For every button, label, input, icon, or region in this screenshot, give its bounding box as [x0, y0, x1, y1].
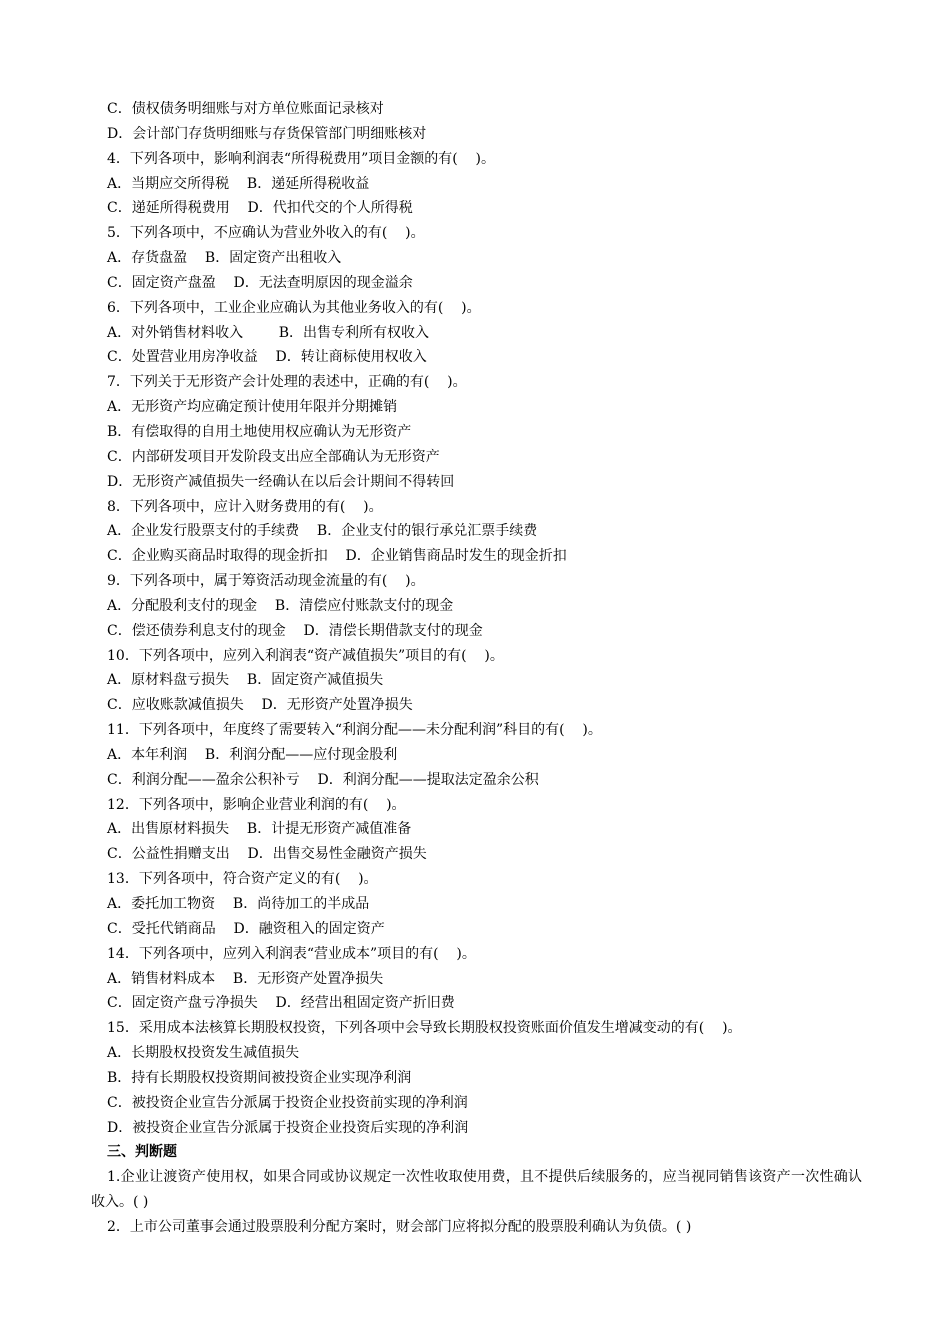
question-line: A．对外销售材料收入 B．出售专利所有权收入: [107, 324, 429, 341]
question-line: A．本年利润 B．利润分配——应付现金股利: [107, 746, 398, 763]
question-line: A．长期股权投资发生减值损失: [107, 1045, 300, 1062]
question-line: 7．下列关于无形资产会计处理的表述中，正确的有( )。: [107, 374, 467, 391]
question-line: A．企业发行股票支付的手续费 B．企业支付的银行承兑汇票手续费: [107, 523, 538, 540]
question-line: 13．下列各项中，符合资产定义的有( )。: [107, 871, 378, 888]
question-line: C．被投资企业宣告分派属于投资企业投资前实现的净利润: [107, 1094, 468, 1111]
question-line: A．当期应交所得税 B．递延所得税收益: [107, 175, 370, 192]
question-line: A．存货盘盈 B．固定资产出租收入: [107, 250, 342, 267]
question-line: 10．下列各项中，应列入利润表“资产减值损失”项目的有( )。: [107, 647, 504, 664]
question-line: 5．下列各项中，不应确认为营业外收入的有( )。: [107, 225, 425, 242]
question-line: C．固定资产盘亏净损失 D．经营出租固定资产折旧费: [107, 995, 455, 1012]
question-line: D．无形资产减值损失一经确认在以后会计期间不得转回: [107, 473, 455, 490]
question-line: C．公益性捐赠支出 D．出售交易性金融资产损失: [107, 846, 427, 863]
question-line: C．偿还债券利息支付的现金 D．清偿长期借款支付的现金: [107, 622, 483, 639]
section-title: 三、判断题: [107, 1144, 177, 1161]
question-line: C．受托代销商品 D．融资租入的固定资产: [107, 920, 385, 937]
question-line: 15．采用成本法核算长期股权投资，下列各项中会导致长期股权投资账面价值发生增减变动的有( )。: [107, 1020, 742, 1037]
question-line: B．持有长期股权投资期间被投资企业实现净利润: [107, 1069, 412, 1086]
question-line: D．被投资企业宣告分派属于投资企业投资后实现的净利润: [107, 1119, 469, 1136]
question-line: A．委托加工物资 B．尚待加工的半成品: [107, 896, 370, 912]
question-line: C．应收账款减值损失 D．无形资产处置净损失: [107, 697, 413, 714]
question-line: 11．下列各项中，年度终了需要转入“利润分配——未分配利润”科目的有( )。: [107, 722, 602, 739]
question-line: C．企业购买商品时取得的现金折扣 D．企业销售商品时发生的现金折扣: [107, 548, 567, 565]
question-line: C．处置营业用房净收益 D．转让商标使用权收入: [107, 349, 427, 366]
question-line: C．利润分配——盈余公积补亏 D．利润分配——提取法定盈余公积: [107, 771, 539, 788]
question-line: A．原材料盘亏损失 B．固定资产减值损失: [107, 672, 384, 689]
document-page: [0, 97, 950, 1240]
question-line: A．分配股利支付的现金 B．清偿应付账款支付的现金: [107, 597, 454, 614]
question-line: B．有偿取得的自用土地使用权应确认为无形资产: [107, 423, 412, 440]
question-line: 4．下列各项中，影响利润表“所得税费用”项目金额的有( )。: [107, 150, 495, 167]
question-line: 14．下列各项中，应列入利润表“营业成本”项目的有( )。: [107, 945, 476, 962]
question-line: D．会计部门存货明细账与存货保管部门明细账核对: [107, 125, 427, 142]
question-list: [0, 97, 950, 1140]
question-line: 9．下列各项中，属于筹资活动现金流量的有( )。: [107, 573, 425, 590]
judgment-question-1: 1.企业让渡资产使用权，如果合同或协议规定一次性收取使用费，且不提供后续服务的，应当视同销售该资产一次性确认收入。( ): [91, 1169, 862, 1211]
question-line: C．债权债务明细账与对方单位账面记录核对: [107, 101, 384, 117]
question-line: C．内部研发项目开发阶段支出应全部确认为无形资产: [107, 448, 440, 465]
question-line: C．固定资产盘盈 D．无法查明原因的现金溢余: [107, 274, 413, 291]
question-line: A．无形资产均应确定预计使用年限并分期摊销: [107, 399, 398, 416]
question-line: 8．下列各项中，应计入财务费用的有( )。: [107, 498, 383, 515]
judgment-question-2: 2．上市公司董事会通过股票股利分配方案时，财会部门应将拟分配的股票股利确认为负债。( ): [107, 1218, 692, 1235]
question-line: A．销售材料成本 B．无形资产处置净损失: [107, 970, 384, 987]
question-line: C．递延所得税费用 D．代扣代交的个人所得税: [107, 200, 413, 217]
question-line: 6．下列各项中，工业企业应确认为其他业务收入的有( )。: [107, 299, 481, 316]
question-line: A．出售原材料损失 B．计提无形资产减值准备: [107, 821, 412, 838]
question-line: 12．下列各项中，影响企业营业利润的有( )。: [107, 796, 406, 813]
